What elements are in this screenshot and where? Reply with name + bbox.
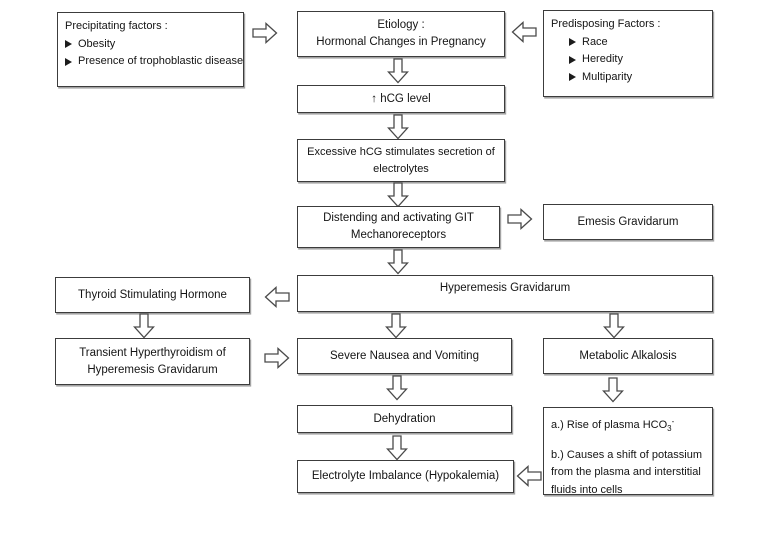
box-label: Hormonal Changes in Pregnancy [316,36,486,48]
box-label: Metabolic Alkalosis [579,349,677,362]
box-etiology [297,11,505,57]
arrow-down-icon [387,114,409,140]
box-label: Severe Nausea and Vomiting [330,349,479,362]
box-label: electrolytes [373,162,429,175]
box-title: Precipitating factors : [65,20,168,32]
arrow-right-icon [252,22,278,44]
box-label: Mechanoreceptors [350,229,447,241]
effect-item-a [551,413,674,438]
box-label: Transient Hyperthyroidism of [79,346,226,359]
list-item-label: Presence of trophoblastic disease [78,55,244,67]
arrowhead-bullet-icon [569,73,576,81]
effect-a-superscript: - [671,417,675,426]
box-predisposing-factors [543,10,713,97]
box-thyroid-stimulating-hormone [55,277,250,313]
box-label: Thyroid Stimulating Hormone [78,288,227,301]
arrowhead-bullet-icon [65,58,72,66]
effect-a-text: a.) Rise of plasma HCO [551,419,668,431]
arrow-left-icon [516,465,542,487]
box-transient-hyperthyroidism [55,338,250,385]
arrowhead-bullet-icon [569,38,576,46]
box-excessive-hcg [297,139,505,182]
box-precipitating-factors [57,12,244,87]
list-item [551,34,608,52]
list-item-label: Obesity [78,37,116,50]
effect-item-b: from the plasma and interstitial [551,466,701,478]
arrow-left-icon [264,286,290,308]
box-label: Electrolyte Imbalance (Hypokalemia) [311,470,500,482]
box-emesis-gravidarum [543,204,713,240]
box-hyperemesis-gravidarum [297,275,713,312]
list-item-label: Multiparity [582,70,633,83]
effect-item-b: fluids into cells [551,483,623,496]
box-label: ↑ hCG level [371,92,431,105]
arrow-down-icon [387,249,409,275]
box-label: Hyperemesis Gravidarum [439,282,571,294]
list-item [551,69,632,87]
box-electrolyte-imbalance [297,460,514,493]
box-label: Excessive hCG stimulates secretion of [307,145,495,158]
box-alkalosis-effects [543,407,713,495]
box-hcg-level [297,85,505,113]
box-distending-git [297,206,500,248]
arrow-down-icon [385,313,407,339]
arrow-down-icon [387,182,409,208]
list-item-label: Heredity [582,53,623,65]
arrow-down-icon [133,313,155,339]
arrowhead-bullet-icon [569,56,576,64]
effect-a-subscript: 3 [667,424,672,433]
arrow-down-icon [602,377,624,403]
box-dehydration [297,405,512,433]
arrowhead-bullet-icon [65,40,72,48]
effect-item-b: b.) Causes a shift of potassium [551,448,703,461]
arrow-left-icon [511,21,537,43]
arrow-right-icon [507,208,533,230]
box-label: Distending and activating GIT [323,212,474,224]
list-item [65,53,243,71]
box-label: Hyperemesis Gravidarum [87,363,218,376]
arrow-down-icon [387,58,409,84]
arrow-right-icon [264,347,290,369]
list-item [551,51,623,69]
box-title: Predisposing Factors : [551,18,661,30]
list-item [65,36,115,54]
box-label: Dehydration [373,412,436,425]
arrow-down-icon [386,435,408,461]
box-label: Emesis Gravidarum [577,215,679,228]
list-item-label: Race [582,35,608,48]
arrow-down-icon [603,313,625,339]
box-metabolic-alkalosis [543,338,713,374]
arrow-down-icon [386,375,408,401]
box-severe-nausea-vomiting [297,338,512,374]
box-label: Etiology : [377,19,425,31]
